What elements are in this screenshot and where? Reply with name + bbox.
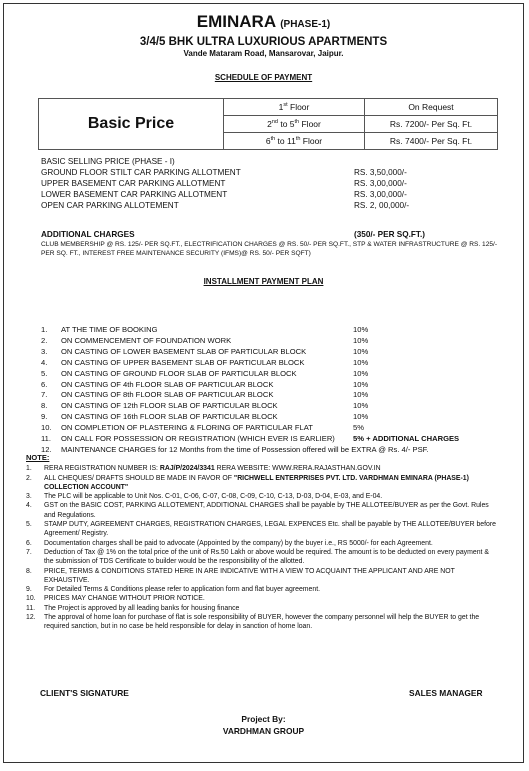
price-cell: On Request <box>365 99 498 116</box>
project-by-label: Project By: <box>241 714 286 724</box>
selling-price-section <box>41 156 409 211</box>
price-row <box>39 99 498 116</box>
installment-item: 4. ON CASTING OF UPPER BASEMENT SLAB OF PARTICULAR BLOCK 10% <box>41 357 369 367</box>
installment-item: 1. AT THE TIME OF BOOKING 10% <box>41 325 369 334</box>
note-item: 6. Documentation charges shall be paid to advocate (Appointed by the company) by the buyer i.e., RS 5000/- for each Agreement. <box>26 539 433 547</box>
installment-plan-list <box>41 325 511 456</box>
note-item: 11. The Project is approved by all leading banks for housing finance <box>26 604 240 612</box>
installment-heading: INSTALLMENT PAYMENT PLAN <box>203 277 324 286</box>
additional-charges-detail: CLUB MEMBERSHIP @ RS. 125/- PER SQ.FT., ELECTRIFICATION CHARGES @ RS. 50/- PER SQ.FT., STP & WATER INFRASTRUCTURE @ RS. 125/- PER SQ. FT., INTEREST FREE MAINTENANCE SECURITY (IFMS)@ RS. 50/- PER SQFT) <box>41 241 498 257</box>
schedule-heading: SCHEDULE OF PAYMENT <box>214 73 313 82</box>
payment-schedule-document <box>3 3 524 763</box>
project-subtitle: 3/4/5 BHK ULTRA LUXURIOUS APARTMENTS <box>139 36 388 48</box>
note-item: 10. PRICES MAY CHANGE WITHOUT PRIOR NOTICE. <box>26 595 205 603</box>
basic-price-table <box>38 98 498 150</box>
selling-price-row: UPPER BASEMENT CAR PARKING ALLOTMENT RS. 3,00,000/- <box>41 179 407 188</box>
note-item: 5. STAMP DUTY, AGREEMENT CHARGES, REGISTRATION CHARGES, LEGAL EXPENCES Etc. shall be payable by THE ALLOTEE/BUYER before Agreement/ Registry. <box>26 521 496 538</box>
note-item: 4. GST on the BASIC COST, PARKING ALLOTEMENT, ADDITIONAL CHARGES shall be payable by THE ALLOTEE/BUYER as per the Govt. Rules and Regulations. <box>26 502 489 519</box>
price-cell: Rs. 7200/- Per Sq. Ft. <box>365 116 498 133</box>
installment-item: 11. ON CALL FOR POSSESSION OR REGISTRATION (WHICH EVER IS EARLIER) 5% + ADDITIONAL CHARGES <box>41 434 460 444</box>
note-item: 2. ALL CHEQUES/ DRAFTS SHOULD BE MADE IN FAVOR OF "RICHWELL ENTERPRISES PVT. LTD. VARDHMAN EMINARA (PHASE-1) COLLECTION ACCOUNT" <box>26 474 469 491</box>
additional-charges-row: ADDITIONAL CHARGES (350/- PER SQ.FT.) <box>41 230 425 239</box>
project-by-block <box>4 713 523 737</box>
installment-item: 9. ON CASTING OF 16th FLOOR SLAB OF PARTICULAR BLOCK 10% <box>41 412 369 422</box>
note-item: 12. The approval of home loan for purchase of flat is sole responsibility of BUYER, however the company personnel will help the BUYER to get the required sanction, but in no case be held responsible for delay in sanction of home loan. <box>26 614 480 631</box>
project-address: Vande Mataram Road, Mansarovar, Jaipur. <box>183 49 344 58</box>
project-title <box>4 12 523 34</box>
company-name: VARDHMAN GROUP <box>222 726 305 736</box>
basic-price-label: Basic Price <box>39 99 224 150</box>
note-item: 9. For Detailed Terms & Conditions please refer to application form and flat buyer agreement. <box>26 586 321 594</box>
installment-item: 10. ON COMPLETION OF PLASTERING & FLORING OF PARTICULAR FLAT 5% <box>41 423 364 433</box>
installment-item: 6. ON CASTING OF 4th FLOOR SLAB OF PARTICULAR BLOCK 10% <box>41 379 369 389</box>
sales-manager-label: SALES MANAGER <box>409 688 483 698</box>
installment-item: 8. ON CASTING OF 12th FLOOR SLAB OF PARTICULAR BLOCK 10% <box>41 401 369 411</box>
notes-heading: NOTE: <box>26 453 50 462</box>
note-item: 1. RERA REGISTRATION NUMBER IS: RAJ/P/2024/3341 RERA WEBSITE: WWW.RERA.RAJASTHAN.GOV.IN <box>26 465 381 473</box>
installment-item: 3. ON CASTING OF LOWER BASEMENT SLAB OF PARTICULAR BLOCK 10% <box>41 346 369 356</box>
selling-price-row: GROUND FLOOR STILT CAR PARKING ALLOTMENT RS. 3,50,000/- <box>41 168 407 177</box>
note-item: 8. PRICE, TERMS & CONDITIONS STATED HERE IN ARE INDICATIVE WITH A VIEW TO ACQUAINT THE APPLICANT AND ARE NOT EXHAUSTIVE. <box>26 567 455 584</box>
installment-item: 2. ON COMMENCEMENT OF FOUNDATION WORK 10% <box>41 335 369 345</box>
installment-item: 5. ON CASTING OF GROUND FLOOR SLAB OF PARTICULAR BLOCK 10% <box>41 368 369 378</box>
selling-price-heading: BASIC SELLING PRICE (PHASE - I) <box>41 157 175 166</box>
selling-price-row: OPEN CAR PARKING ALLOTEMENT RS. 2, 00,000/- <box>41 201 410 210</box>
selling-price-row: LOWER BASEMENT CAR PARKING ALLOTMENT RS. 3,00,000/- <box>41 190 407 199</box>
floor-cell: 2nd to 5th Floor <box>224 116 365 133</box>
price-cell: Rs. 7400/- Per Sq. Ft. <box>365 133 498 150</box>
installment-item: 7. ON CASTING OF 8th FLOOR SLAB OF PARTICULAR BLOCK 10% <box>41 390 369 400</box>
additional-charges-section <box>41 229 511 258</box>
installment-item-maintenance: 12. MAINTENANCE CHARGES for 12 Months from the time of Possession offered will be EXTRA @ Rs. 4/- PSF. <box>41 444 429 454</box>
note-item: 7. Deduction of Tax @ 1% on the total price of the unit of Rs.50 Lakh or above would be required. The amount is to be deducted on every payment & the submission of TDS Certificate to builder would be the responsibility of the allotted. <box>26 548 489 566</box>
project-name: EMINARA <box>196 12 276 31</box>
notes-section <box>26 453 496 632</box>
floor-cell: 1st Floor <box>224 99 365 116</box>
note-item: 3. The PLC will be applicable to Unit Nos. C-01, C-06, C-07, C-08, C-09, C-10, C-13, D-03, D-04, E-03, and E-04. <box>26 493 383 501</box>
project-phase: (PHASE-1) <box>280 19 331 30</box>
floor-cell: 6th to 11th Floor <box>224 133 365 150</box>
client-signature-label: CLIENT'S SIGNATURE <box>40 688 129 698</box>
